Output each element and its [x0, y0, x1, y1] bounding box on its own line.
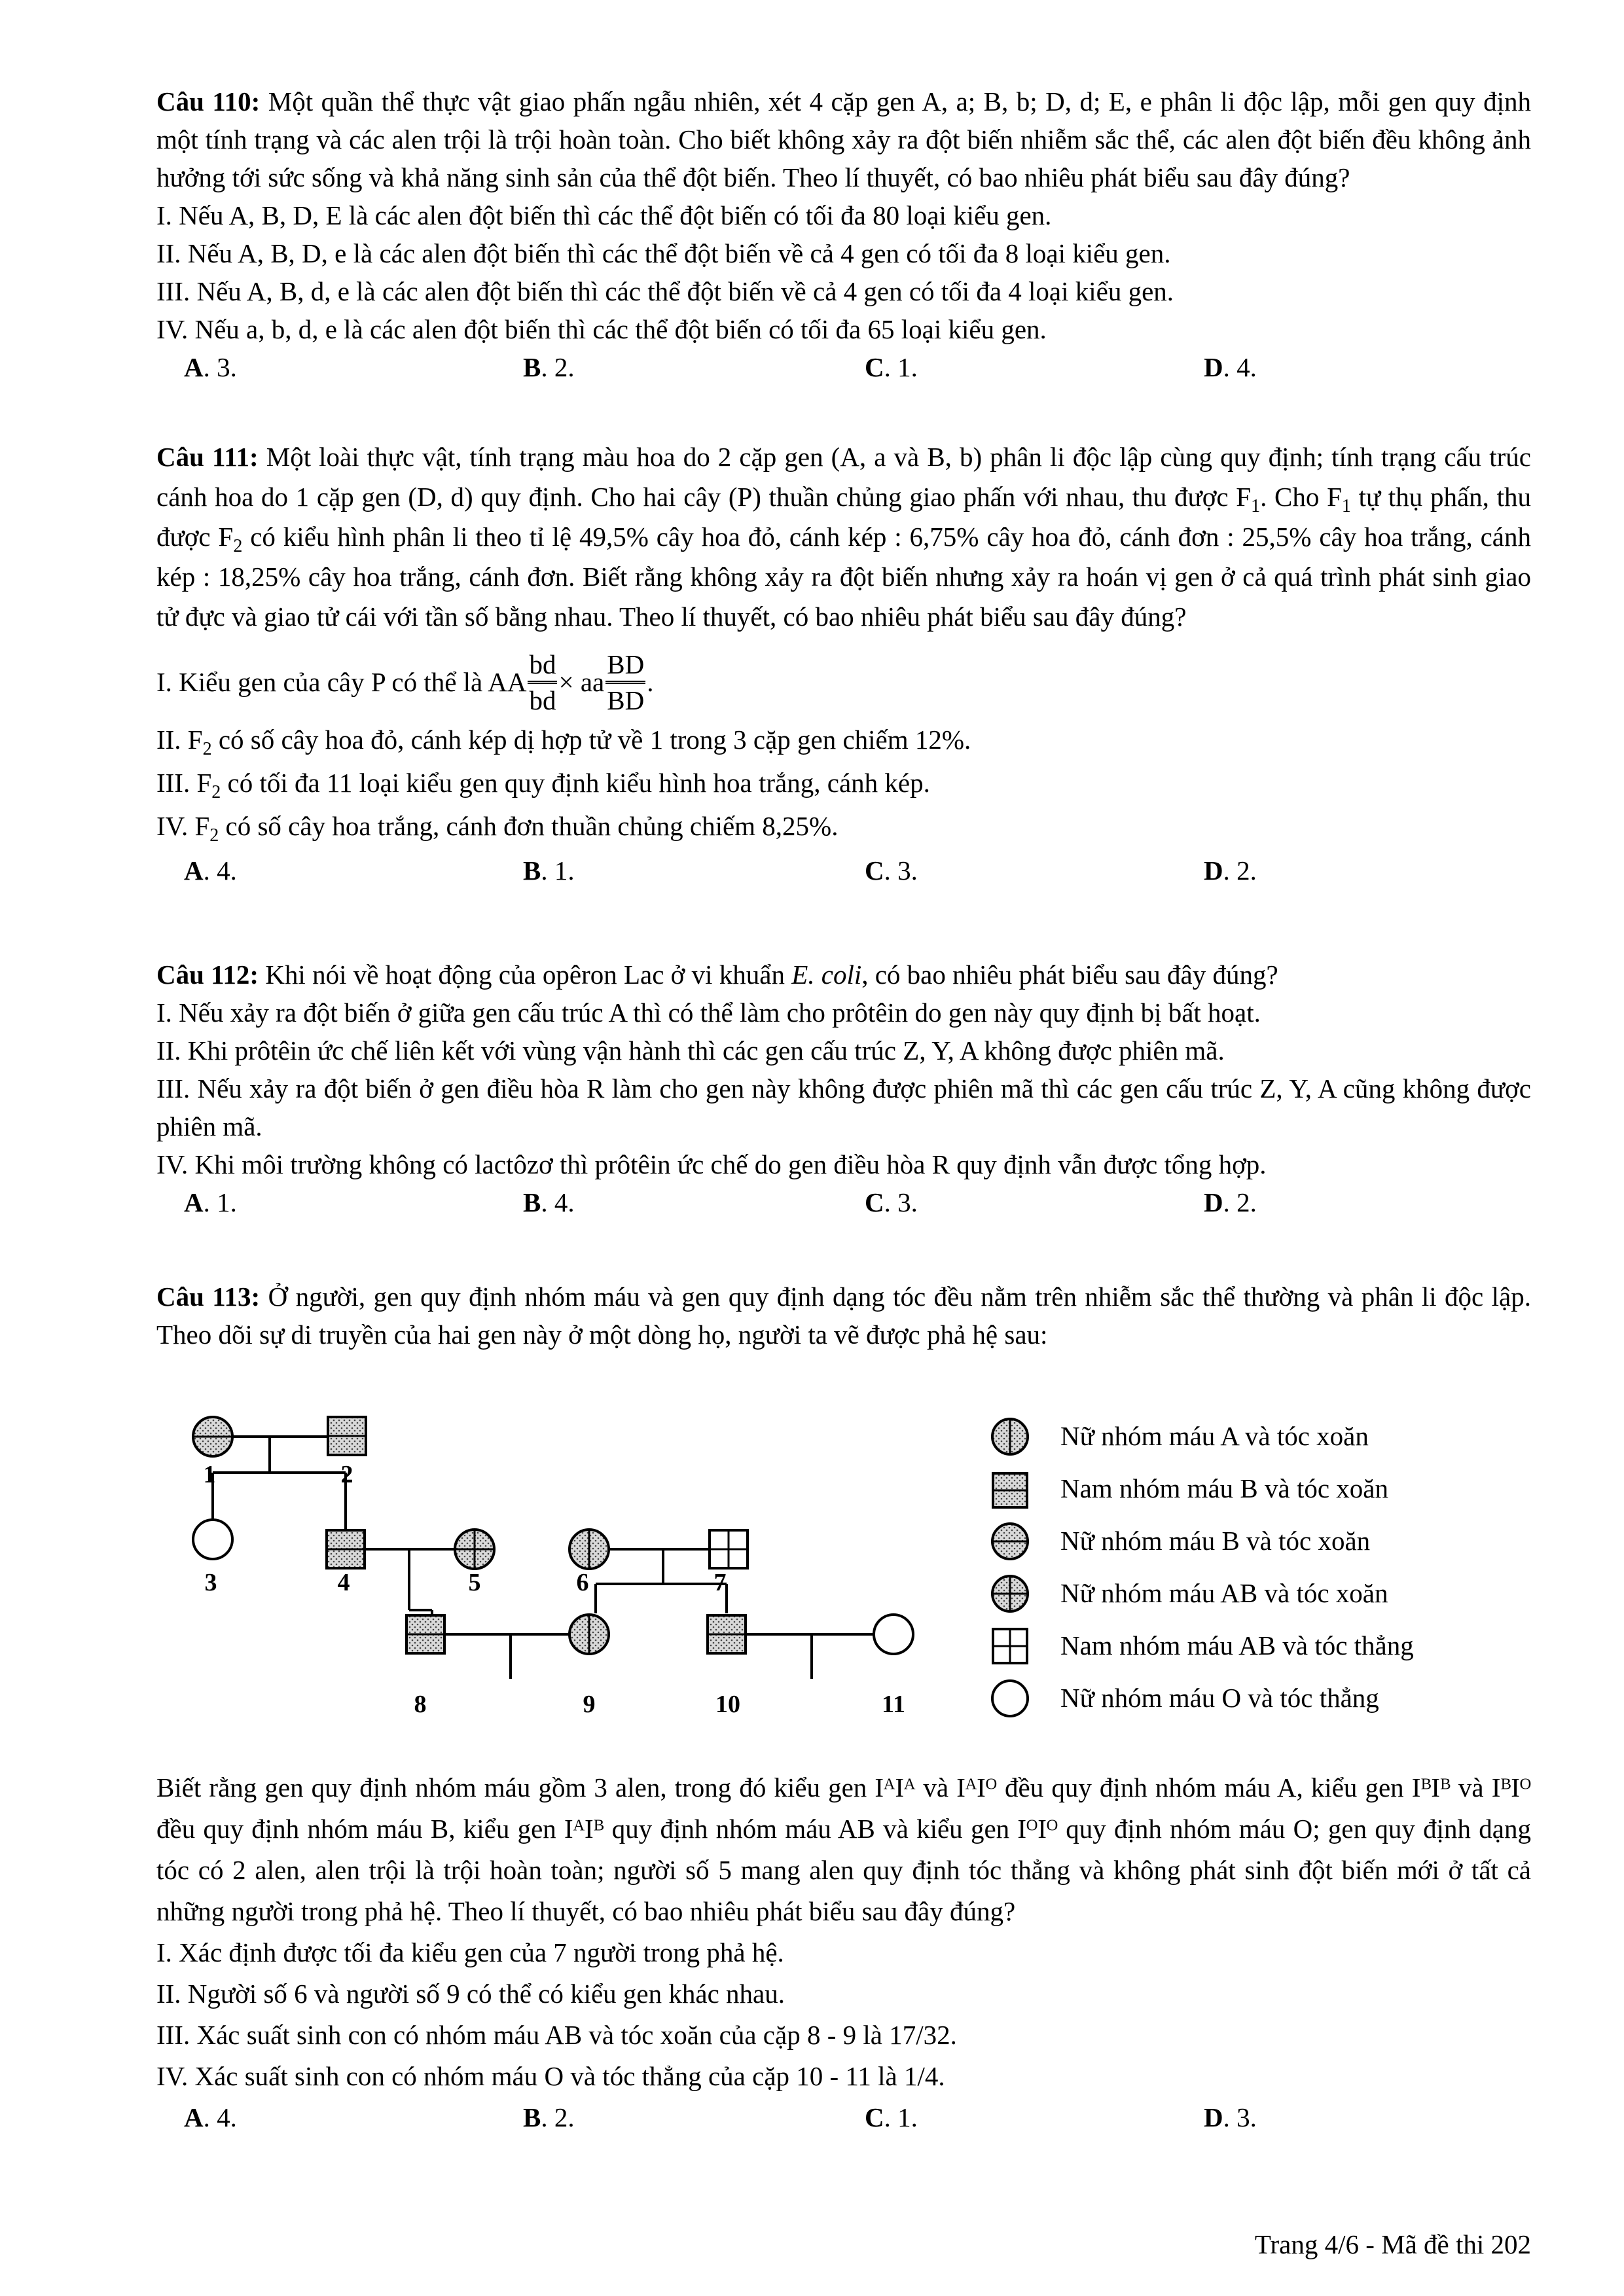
question-111-statement-2: II. $F_2$ có số cây hoa đỏ, cánh kép dị hợp tử về 1 trong 3 cặp gen chiếm 12%. [156, 725, 971, 760]
question-111-statement-4: IV. $F_2$ có số cây hoa trắng, cánh đơn thuần chủng chiếm 8,25%. [156, 811, 839, 846]
question-110-statement-1: I. Nếu A, B, D, E là các alen đột biến thì các thể đột biến có tối đa 80 loại kiểu gen. [156, 200, 1052, 230]
question-113-label: Câu 113: [156, 1282, 261, 1312]
question-113 [156, 1278, 1531, 1354]
pedigree-number-2: 2 [340, 1461, 353, 1488]
question-112-statement-1: I. Nếu xảy ra đột biến ở giữa gen cấu trúc A thì có thể làm cho prôtêin do gen này quy định bị bất hoạt. [156, 997, 1261, 1028]
legend-label-6: Nữ nhóm máu O và tóc thẳng [1060, 1683, 1379, 1713]
pedigree-number-10: 10 [715, 1691, 740, 1718]
question-112-label: Câu 112: [156, 960, 259, 990]
pedigree-number-11: 11 [882, 1691, 905, 1718]
question-110-stem [156, 82, 1531, 196]
genotype-fraction-bd: $\frac{bd}{bd}$ [529, 649, 556, 715]
page-footer: Trang 4/6 - Mã đề thi 202 [1254, 2229, 1531, 2259]
pedigree-number-8: 8 [414, 1691, 427, 1718]
option-c[interactable]: C. 1. [865, 352, 918, 382]
question-110 [156, 82, 1531, 386]
option-a[interactable]: A. 1. [184, 1187, 237, 1217]
option-d[interactable]: D. 2. [1204, 1187, 1257, 1217]
question-110-statement-2: II. Nếu A, B, D, e là các alen đột biến thì các thể đột biến về cả 4 gen có tối đa 8 loại kiểu gen. [156, 238, 1171, 268]
question-113-stem: Câu 113: Ở người, gen quy định nhóm máu và gen quy định dạng tóc đều nằm trên nhiễm sắc thể thường và phân li độc lập. Theo dõi sự di truyền của hai gen này ở một dòng họ, người ta vẽ được phả hệ sau: [156, 1282, 1531, 1350]
question-110-intro: Một quần thể thực vật giao phấn ngẫu nhiên, xét 4 cặp gen A, a; B, b; D, d; E, e phân li độc lập, mỗi gen quy định một tính trạng và các alen trội là trội hoàn toàn. Cho biết không xảy ra đột biến nhiễm sắc thể, các alen đột biến đều không ảnh hưởng tới sức sống và khả năng sinh sản của thể đột biến. Theo lí thuyết, có bao nhiêu phát biểu sau đây đúng? [156, 86, 1531, 192]
question-110-statement-4: IV. Nếu a, b, d, e là các alen đột biến thì các thể đột biến có tối đa 65 loại kiểu gen. [156, 314, 1047, 344]
question-110-options [156, 348, 1531, 386]
question-112-statement-2: II. Khi prôtêin ức chế liên kết với vùng vận hành thì các gen cấu trúc Z, Y, A không được phiên mã. [156, 1035, 1225, 1066]
pedigree-number-9: 9 [583, 1691, 596, 1718]
option-b[interactable]: B. 4. [523, 1187, 575, 1217]
question-113-statement-1: I. Xác định được tối đa kiểu gen của 7 người trong phả hệ. [156, 1937, 784, 1967]
question-113-context: Biết rằng gen quy định nhóm máu gồm 3 alen, trong đó kiểu gen IᴬIᴬ và IᴬIᴼ đều quy định nhóm máu A, kiểu gen IᴮIᴮ và IᴮIᴼ đều quy định nhóm máu B, kiểu gen IᴬIᴮ quy định nhóm máu AB và kiểu gen IᴼIᴼ quy định nhóm máu O; gen quy định dạng tóc có 2 alen, alen trội là trội hoàn toàn; người số 5 mang alen quy định tóc thẳng và không phát sinh đột biến mới ở tất cả những người trong phả hệ. Theo lí thuyết, có bao nhiêu phát biểu sau đây đúng? [156, 1772, 1531, 1926]
option-d[interactable]: D. 3. [1204, 2102, 1257, 2132]
legend-label-5: Nam nhóm máu AB và tóc thẳng [1060, 1630, 1414, 1660]
legend-label-4: Nữ nhóm máu AB và tóc xoăn [1060, 1578, 1388, 1608]
pedigree-number-4: 4 [337, 1569, 350, 1596]
pedigree-number-6: 6 [576, 1569, 589, 1596]
question-113-statement-4: IV. Xác suất sinh con có nhóm máu O và tóc thẳng của cặp 10 - 11 là 1/4. [156, 2061, 945, 2091]
question-112-statement-4: IV. Khi môi trường không có lactôzơ thì prôtêin ức chế do gen điều hòa R quy định vẫn được tổng hợp. [156, 1149, 1267, 1179]
question-112-statement-3: III. Nếu xảy ra đột biến ở gen điều hòa R làm cho gen này không được phiên mã thì các gen cấu trúc Z, Y, A cũng không được phiên mã. [156, 1073, 1531, 1141]
legend-female-o-straight-icon [992, 1681, 1028, 1716]
question-113-body [156, 1767, 1531, 2135]
person-3-female-o-straight [193, 1520, 232, 1559]
question-111-stem: Câu 111: Một loài thực vật, tính trạng màu hoa do 2 cặp gen (A, a và B, b) phân li độc lập cùng quy định; tính trạng cấu trúc cánh hoa do 1 cặp gen (D, d) quy định. Cho hai cây (P) thuần chủng giao phấn với nhau, thu được $F_1$. Cho $F_1$ tự thụ phấn, thu được $F_2$ có kiểu hình phân li theo tỉ lệ 49,5% cây hoa đỏ, cánh kép : 6,75% cây hoa đỏ, cánh đơn : 25,5% cây hoa trắng, cánh kép : 18,25% cây hoa trắng, cánh đơn. Biết rằng không xảy ra đột biến nhưng xảy ra hoán vị gen ở cả quá trình phát sinh giao tử đực và giao tử cái với tần số bằng nhau. Theo lí thuyết, có bao nhiêu phát biểu sau đây đúng? [156, 442, 1532, 632]
pedigree-number-5: 5 [468, 1569, 481, 1596]
option-b[interactable]: B. 1. [523, 855, 575, 886]
question-111-statement-1: I. Kiểu gen của cây P có thể là AA $\frac{bd}{bd}$ × aa $\frac{BD}{BD}$ . [156, 649, 654, 715]
question-113-options [156, 2097, 1531, 2135]
pedigree-number-1: 1 [203, 1461, 216, 1488]
pedigree-number-3: 3 [204, 1569, 217, 1596]
question-113-statement-3: III. Xác suất sinh con có nhóm máu AB và tóc xoăn của cặp 8 - 9 là 17/32. [156, 2020, 957, 2050]
genotype-fraction-BD: $\frac{BD}{BD}$ [607, 649, 645, 715]
question-111 [156, 437, 1531, 889]
question-111-options [156, 852, 1531, 889]
question-110-label: Câu 110: [156, 86, 261, 117]
pedigree-chart [157, 1401, 1047, 1741]
option-c[interactable]: C. 1. [865, 2102, 918, 2132]
option-a[interactable]: A. 4. [184, 855, 237, 886]
question-111-statement-3: III. $F_2$ có tối đa 11 loại kiểu gen quy định kiểu hình hoa trắng, cánh kép. [156, 768, 930, 803]
option-b[interactable]: B. 2. [523, 2102, 575, 2132]
question-110-statement-3: III. Nếu A, B, d, e là các alen đột biến thì các thể đột biến về cả 4 gen có tối đa 4 loại kiểu gen. [156, 276, 1174, 306]
person-11-female-o-straight [874, 1615, 913, 1654]
pedigree-legend-symbols [974, 1414, 1046, 1728]
question-113-statement-2: II. Người số 6 và người số 9 có thể có kiểu gen khác nhau. [156, 1979, 785, 2009]
legend-label-3: Nữ nhóm máu B và tóc xoăn [1060, 1526, 1371, 1556]
option-d[interactable]: D. 4. [1204, 352, 1257, 382]
option-c[interactable]: C. 3. [865, 1187, 918, 1217]
question-112 [156, 956, 1531, 1221]
legend-label-2: Nam nhóm máu B và tóc xoăn [1060, 1473, 1389, 1503]
legend-label-1: Nữ nhóm máu A và tóc xoăn [1060, 1421, 1369, 1451]
option-d[interactable]: D. 2. [1204, 855, 1257, 886]
question-112-stem: Câu 112: Khi nói về hoạt động của opêron Lac ở vi khuẩn E. coli, có bao nhiêu phát biểu sau đây đúng? [156, 960, 1278, 990]
option-a[interactable]: A. 4. [184, 2102, 237, 2132]
option-a[interactable]: A. 3. [184, 352, 237, 382]
question-111-label: Câu 111: [156, 442, 259, 472]
pedigree-number-7: 7 [713, 1569, 727, 1596]
question-112-options [156, 1183, 1531, 1221]
option-b[interactable]: B. 2. [523, 352, 575, 382]
option-c[interactable]: C. 3. [865, 855, 918, 886]
